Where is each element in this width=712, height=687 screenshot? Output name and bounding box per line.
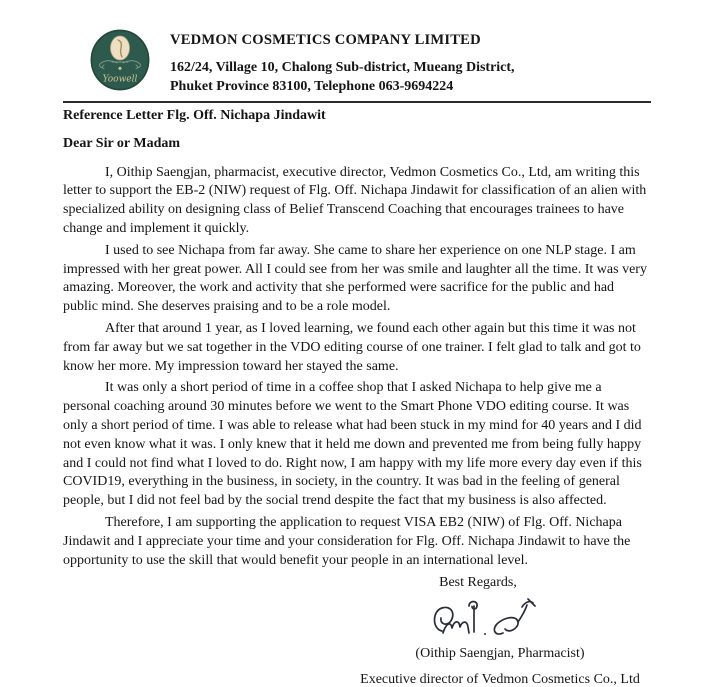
signature-block bbox=[350, 574, 650, 687]
paragraph-5: Therefore, I am supporting the application to request VISA EB2 (NIW) of Flg. Off. Nichapa Jindawit and I appreciate your time and your consideration for Flg. Off. Nichapa Jindawit to have the opportunity to use the skill that would benefit your people in an international level. bbox=[63, 514, 631, 568]
address-line-2: Phuket Province 83100, Telephone 063-9694224 bbox=[170, 78, 454, 94]
subject-line: Reference Letter Flg. Off. Nichapa Jindawit bbox=[63, 108, 326, 123]
closing-line: Best Regards, bbox=[439, 575, 517, 591]
signer-title: Executive director of Vedmon Cosmetics Co., Ltd bbox=[360, 671, 640, 687]
header-divider bbox=[63, 101, 651, 103]
logo-script-text: Yoowell bbox=[102, 74, 138, 85]
paragraph-4: It was only a short period of time in a coffee shop that I asked Nichapa to help give me a personal coaching around 30 minutes before we went to the Smart Phone VDO editing course. It was only a short period of time. I was able to release what had been stuck in my mind for 40 years and I did not even know what it was. I only knew that it held me down and prevented me from being fully happy and I could not find what I loved to do. Right now, I am happy with my life more every day even if this COVID19, everything in the business, in society, in the country. It was bad in the feeling of general people, but I did not feel bad by the social trend despite the fact that my business is also affected. bbox=[63, 380, 642, 509]
letterhead bbox=[90, 29, 515, 96]
letter-body bbox=[63, 107, 650, 687]
paragraph-2: I used to see Nichapa from far away. She came to share her experience on one NLP stage. I am impressed with her great power. All I could see from her was smile and laughter all the time. It was very amazing. Moreover, the work and activity that she performed were sacrifice for the public and had public mind. She deserves praising and to be a role model. bbox=[63, 242, 647, 315]
paragraph-1: I, Oithip Saengjan, pharmacist, executive director, Vedmon Cosmetics Co., Ltd, am writing this letter to support the EB-2 (NIW) request of Flg. Off. Nichapa Jindawit for classification of an alien with specialized ability on designing class of Belief Transcend Coaching that encourages trainees to have change and implement it quickly. bbox=[63, 164, 647, 236]
company-logo bbox=[90, 29, 150, 91]
logo-cameo-icon bbox=[111, 36, 130, 60]
paragraph-3: After that around 1 year, as I loved learning, we found each other again but this time it was not from far away but we sat together in the VDO editing course of one trainer. I felt glad to talk and got to know her more. My impression toward her stayed the same. bbox=[63, 320, 641, 374]
company-logo-icon bbox=[90, 29, 150, 91]
company-address bbox=[170, 59, 515, 96]
letterhead-text bbox=[170, 29, 515, 96]
company-name: VEDMON COSMETICS COMPANY LIMITED bbox=[170, 32, 481, 48]
salutation: Dear Sir or Madam bbox=[63, 135, 181, 151]
signer-name: (Oithip Saengjan, Pharmacist) bbox=[415, 646, 585, 662]
address-line-1: 162/24, Village 10, Chalong Sub-district, Mueang District, bbox=[170, 60, 515, 75]
signature-scribble-icon bbox=[429, 596, 547, 644]
